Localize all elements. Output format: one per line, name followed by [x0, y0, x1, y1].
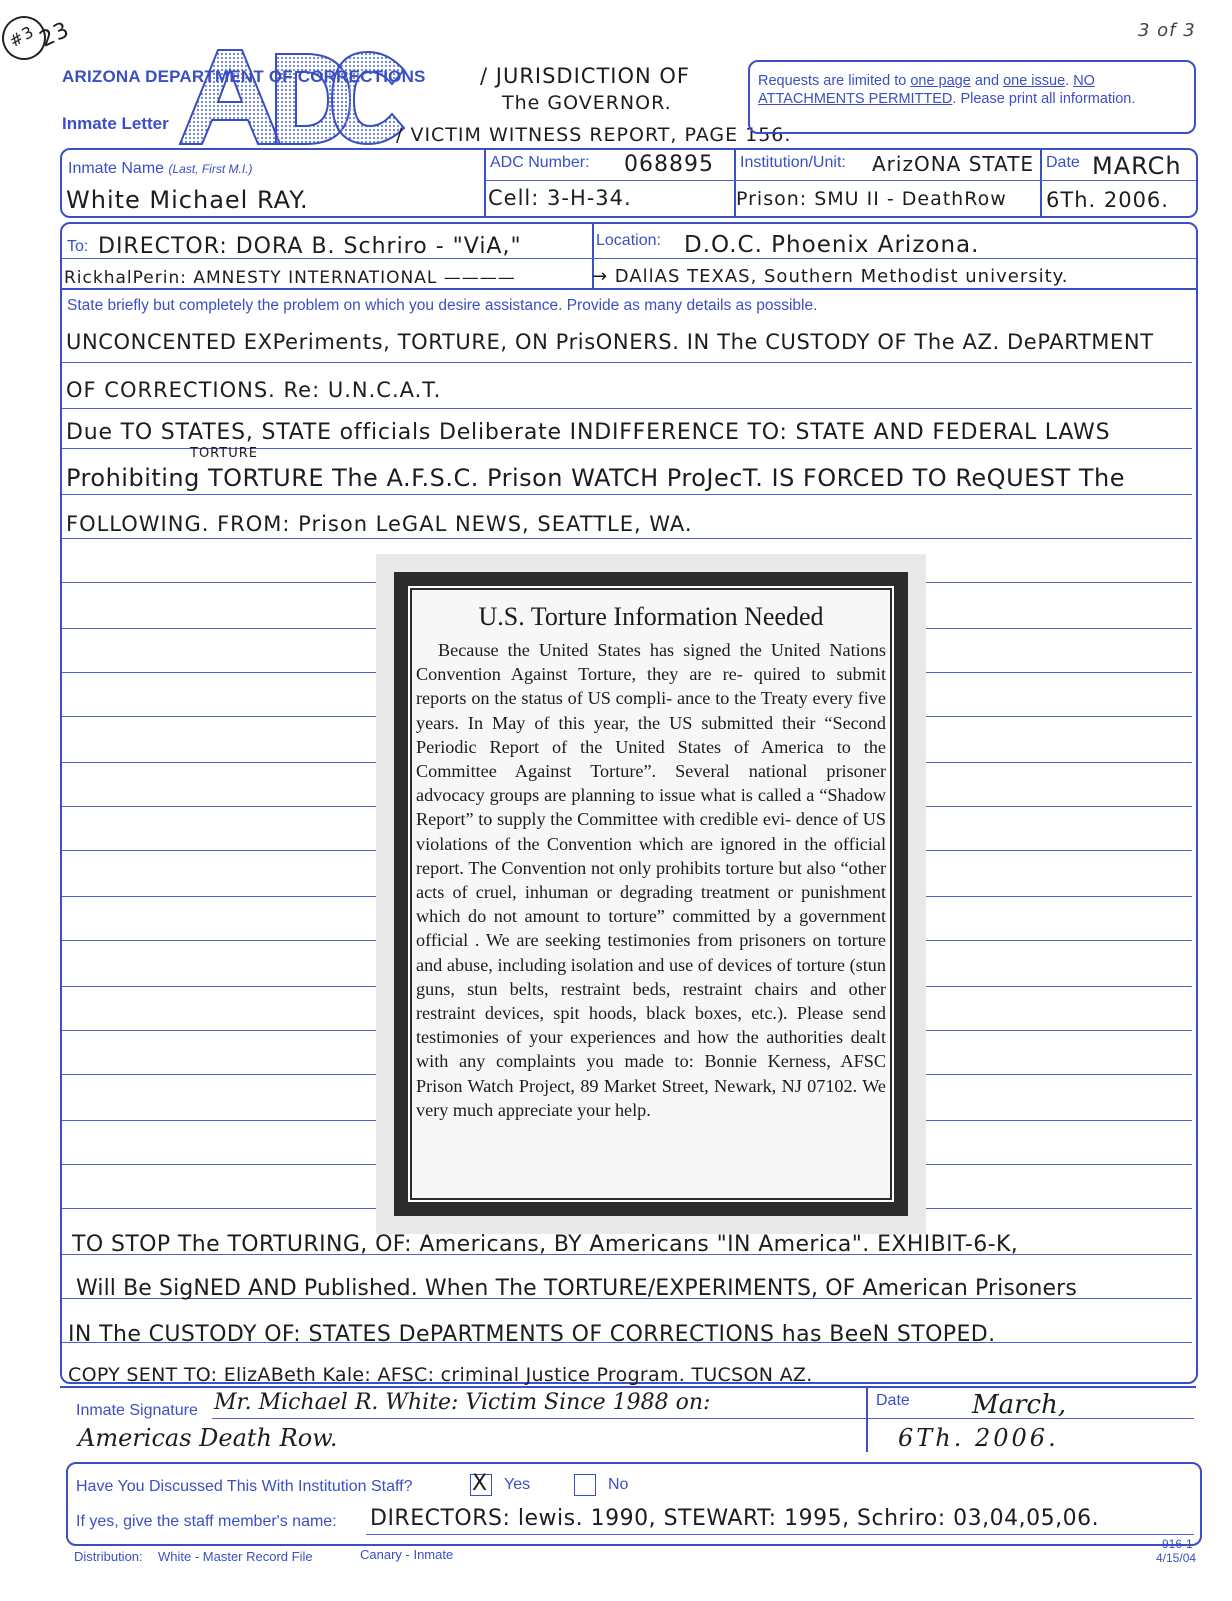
signature-value-2: Americas Death Row. [78, 1424, 338, 1452]
clipping-body: Because the United States has signed the United Nations Convention Against Torture, they are re- quired to submit reports on the status of US compli- ance to the Treaty every five years. In May of this year, the US submitted their “Second Periodic Report of the United States of America to the Committee Against Torture”. Several national prisoner advocacy groups are planning to issue what is called a “Shadow Report” to supply the Committee with credible evi- dence of US violations of the Convention which are ignored in the official report. The Convention not only prohibits torture but also “other acts of cruel, inhuman or degrading treatment or punishment which do not amount to torture” committed by a government official . We are seeking testimonies from prisoners on torture and abuse, including isolation and use of devices of torture (stun guns, stun belts, restraint beds, restraint chairs and other restraint devices, spit hoods, black boxes, etc.). Please send testimonies of your experiences and how the authorities dealt with any complaints you made to: Bonnie Kerness, AFSC Prison Watch Project, 89 Market Street, Newark, NJ 07102. We very much appreciate your help. [416, 640, 886, 1120]
problem-instruction: State briefly but completely the problem on which you desire assistance. Provide as many details as possible. [67, 297, 818, 314]
notice-dot: . [1065, 73, 1074, 89]
notice-and: and [970, 73, 1004, 89]
problem-after-line-4: COPY SENT TO: ElizABeth Kale: AFSC: criminal Justice Program. TUCSON AZ. [68, 1364, 813, 1386]
signature-date-2: 6Th. 2006. [898, 1424, 1059, 1452]
department-title: ARIZONA DEPARTMENT OF CORRECTIONS [62, 67, 426, 86]
location-value: D.O.C. Phoenix Arizona. [684, 232, 980, 258]
hw-victim-witness: / VICTIM WITNESS REPORT, PAGE 156. [396, 124, 792, 146]
caret-note: TORTURE [190, 446, 258, 461]
problem-after-line-3: IN The CUSTODY OF: STATES DePARTMENTS OF CORRECTIONS has BeeN STOPED. [68, 1322, 996, 1347]
adc-number-label: ADC Number: [490, 154, 590, 171]
location-label: Location: [596, 232, 661, 249]
notice-box [748, 60, 1196, 134]
problem-line-4: Prohibiting TORTURE The A.F.S.C. Prison WATCH ProJecT. IS FORCED TO ReQUEST The [66, 464, 1125, 492]
hw-governor: The GOVERNOR. [502, 92, 672, 114]
staff-name-label: If yes, give the staff member's name: [76, 1513, 337, 1530]
prison-value: Prison: SMU II - DeathRow [736, 188, 1007, 210]
distribution-label: Distribution: [74, 1549, 143, 1564]
notice-text-2: . Please print all information. [952, 91, 1136, 107]
inmate-info-box [60, 148, 1198, 218]
date-value-month: MARCh [1092, 152, 1182, 180]
problem-line-3: Due TO STATES, STATE officials Deliberate INDIFFERENCE TO: STATE AND FEDERAL LAWS [66, 420, 1111, 445]
clipping-title: U.S. Torture Information Needed [478, 602, 824, 631]
form-number: 916-1 [1162, 1537, 1193, 1551]
adc-logo [172, 44, 412, 148]
no-checkbox[interactable] [574, 1474, 596, 1496]
adc-number-value: 068895 [624, 152, 714, 177]
notice-no: NO [1073, 73, 1095, 89]
notice-text-1: Requests are limited to [758, 73, 911, 89]
distribution-white: White - Master Record File [158, 1549, 313, 1564]
institution-label: Institution/Unit: [740, 154, 846, 171]
to-value-line2: RickhalPerin: AMNESTY INTERNATIONAL ———— [64, 268, 516, 288]
institution-value: ArizONA STATE [872, 152, 1035, 176]
form-name: Inmate Letter [62, 114, 169, 133]
problem-line-1: UNCONCENTED EXPeriments, TORTURE, ON PrisONERS. IN The CUSTODY OF The AZ. DePARTMENT [66, 330, 1154, 354]
signature-date-label: Date [876, 1392, 910, 1409]
page-count: 3 of 3 [1138, 20, 1196, 41]
location-value-line2: → DAllAS TEXAS, Southern Methodist university. [592, 266, 1069, 287]
yes-label: Yes [504, 1476, 531, 1493]
hw-jurisdiction: / JURISDICTION OF [480, 64, 690, 88]
notice-one-issue: one issue [1003, 73, 1066, 89]
problem-line-5: FOLLOWING. FROM: Prison LeGAL NEWS, SEATTLE, WA. [66, 512, 693, 536]
problem-after-line-2: Will Be SigNED AND Published. When The TORTURE/EXPERIMENTS, OF American Prisoners [76, 1276, 1077, 1301]
notice-one-page: one page [910, 73, 971, 89]
stamp-text: #3 [5, 21, 38, 52]
cell-value: Cell: 3-H-34. [488, 186, 632, 210]
staff-name-value: DIRECTORS: lewis. 1990, STEWART: 1995, Schriro: 03,04,05,06. [370, 1506, 1100, 1531]
problem-after-line-1: TO STOP The TORTURING, OF: Americans, BY Americans "IN America". EXHIBIT-6-K, [72, 1232, 1019, 1257]
date-label: Date [1046, 154, 1080, 171]
stamp-number: 23 [36, 17, 74, 53]
form-date: 4/15/04 [1156, 1551, 1197, 1565]
inmate-name-hint: (Last, First M.I.) [168, 162, 253, 176]
date-value-day: 6Th. 2006. [1046, 188, 1169, 212]
to-label: To: [67, 238, 89, 255]
signature-label: Inmate Signature [76, 1402, 198, 1419]
signature-date-1: March, [972, 1390, 1067, 1420]
problem-line-2: OF CORRECTIONS. Re: U.N.C.A.T. [66, 378, 442, 402]
to-value: DIRECTOR: DORA B. Schriro - "ViA," [98, 234, 522, 259]
distribution-canary: Canary - Inmate [360, 1547, 454, 1562]
signature-value-1: Mr. Michael R. White: Victim Since 1988 on: [214, 1390, 711, 1415]
inmate-name-label: Inmate Name (Last, First M.I.) [68, 160, 253, 177]
no-label: No [608, 1476, 629, 1493]
yes-check-mark: X [472, 1471, 489, 1496]
newspaper-clipping [376, 554, 926, 1234]
clipping-border [394, 572, 908, 1216]
inmate-name-value: White Michael RAY. [66, 186, 309, 214]
notice-attachments: ATTACHMENTS PERMITTED [758, 91, 953, 107]
yes-checkbox[interactable] [470, 1471, 492, 1496]
staff-question: Have You Discussed This With Institution Staff? [76, 1478, 413, 1495]
